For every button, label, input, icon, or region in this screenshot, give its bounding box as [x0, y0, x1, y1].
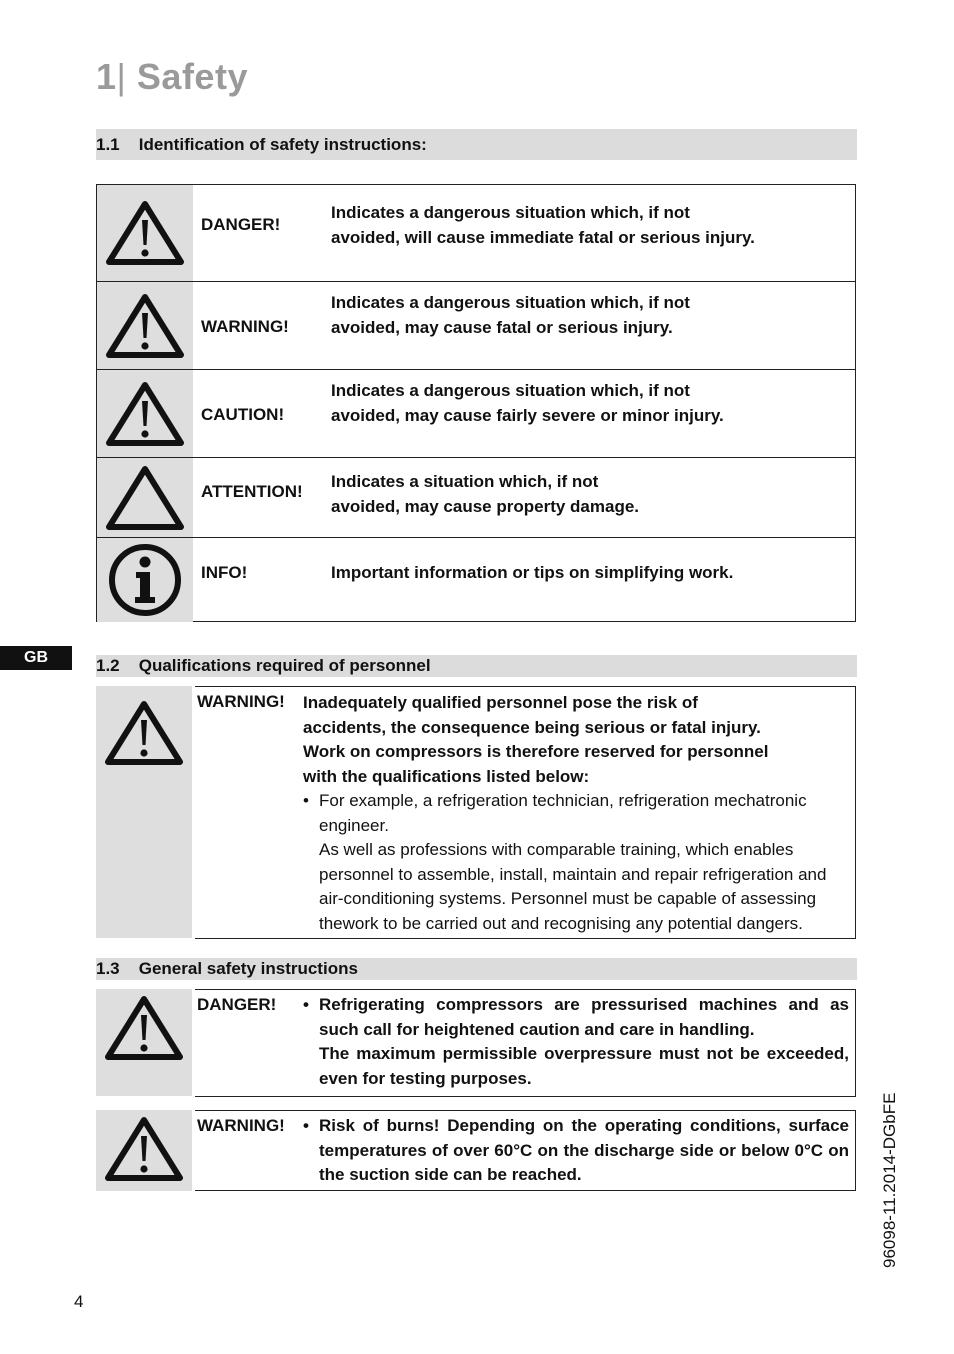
section-heading-1-1: [96, 129, 857, 160]
section-title: General safety instructions: [138, 959, 358, 978]
qualifications-label: WARNING!: [197, 692, 285, 711]
general-danger-text: [303, 993, 849, 1091]
identification-description: [331, 469, 841, 519]
identification-description: [331, 378, 841, 428]
description-line: avoided, may cause fairly severe or minor injury.: [331, 406, 724, 425]
language-tab: GB: [0, 646, 72, 670]
bullet-line: For example, a refrigeration technician, refrigeration mechatronic: [319, 791, 807, 810]
qualifications-box: [195, 686, 856, 939]
warning-triangle-icon: [96, 1110, 192, 1191]
bullet-marker: •: [303, 1116, 309, 1135]
bullet-line: air-conditioning systems. Personnel must be capable of assessing: [319, 889, 817, 908]
chapter-title: [96, 56, 248, 98]
bullet-text: Refrigerating compressors are pressurised machines and as such call for heightened caution and care in handling.: [319, 995, 849, 1039]
bullet-marker: •: [303, 791, 309, 810]
chapter-number: 1: [96, 56, 117, 97]
description-line: avoided, will cause immediate fatal or serious injury.: [331, 228, 755, 247]
general-warning-text: [303, 1114, 849, 1188]
section-number: 1.1: [96, 135, 120, 154]
description-line: avoided, may cause fatal or serious injury.: [331, 318, 673, 337]
identification-row-caution: [97, 369, 855, 458]
identification-label: INFO!: [201, 563, 248, 582]
description-line: Indicates a situation which, if not: [331, 472, 599, 491]
qualifications-text: [303, 691, 849, 936]
bullet-line: personnel to assemble, install, maintain and repair refrigeration and: [319, 864, 827, 884]
info-icon: [97, 538, 193, 622]
attention-triangle-icon: [97, 458, 193, 538]
identification-description: [331, 560, 841, 585]
description-line: avoided, may cause property damage.: [331, 497, 640, 516]
general-bullet: [303, 1114, 849, 1188]
bullet-line: engineer.: [319, 815, 389, 835]
identification-row-info: [97, 537, 855, 622]
general-warning-label: WARNING!: [197, 1116, 285, 1135]
section-title: Identification of safety instructions:: [138, 135, 427, 154]
identification-table: [96, 184, 856, 622]
general-danger-box: [195, 989, 856, 1097]
warning-triangle-icon: [96, 686, 192, 938]
warning-triangle-icon: [97, 370, 193, 458]
section-heading-1-2: [96, 655, 857, 677]
identification-row-attention: [97, 457, 855, 538]
section-heading-1-3: [96, 958, 857, 980]
identification-description: [331, 290, 841, 340]
description-line: Indicates a dangerous situation which, if not: [331, 203, 690, 222]
bullet-line: thework to be carried out and recognising any potential dangers.: [319, 913, 803, 933]
description-line: Important information or tips on simplifying work.: [331, 563, 734, 582]
document-code: 96098-11.2014-DGbFE: [880, 1092, 899, 1268]
description-line: Indicates a dangerous situation which, if not: [331, 293, 690, 312]
chapter-name: Safety: [136, 56, 248, 97]
page-number: 4: [74, 1292, 84, 1311]
qualifications-bullet: [303, 789, 849, 936]
warning-triangle-icon: [97, 282, 193, 370]
identification-description: [331, 200, 841, 250]
general-warning-box: [195, 1110, 856, 1191]
section-number: 1.3: [96, 959, 120, 978]
general-danger-label: DANGER!: [197, 995, 277, 1014]
identification-label: CAUTION!: [201, 405, 285, 424]
section-number: 1.2: [96, 656, 120, 675]
bullet-marker: •: [303, 995, 309, 1014]
identification-label: ATTENTION!: [201, 482, 303, 501]
description-line: Indicates a dangerous situation which, if not: [331, 381, 690, 400]
identification-row-warning: [97, 281, 855, 370]
warning-triangle-icon: [96, 989, 192, 1096]
bullet-text: Risk of burns! Depending on the operating conditions, surface temperatures of over 60°C on the discharge side or below 0°C on the suction side can be reached.: [319, 1116, 849, 1184]
qualifications-line: with the qualifications listed below:: [303, 766, 590, 786]
identification-label: WARNING!: [201, 317, 289, 336]
chapter-separator: |: [116, 56, 127, 97]
general-bullet: [303, 993, 849, 1091]
bullet-text: The maximum permissible overpressure must not be exceeded, even for testing purposes.: [319, 1044, 849, 1088]
qualifications-line: accidents, the consequence being serious or fatal injury.: [303, 717, 761, 737]
qualifications-line: Work on compressors is therefore reserved for personnel: [303, 742, 769, 761]
identification-row-danger: [97, 185, 855, 281]
section-title: Qualifications required of personnel: [138, 656, 431, 675]
bullet-line: As well as professions with comparable training, which enables: [319, 840, 794, 859]
qualifications-line: Inadequately qualified personnel pose the risk of: [303, 693, 698, 712]
identification-label: DANGER!: [201, 215, 281, 234]
warning-triangle-icon: [97, 185, 193, 281]
